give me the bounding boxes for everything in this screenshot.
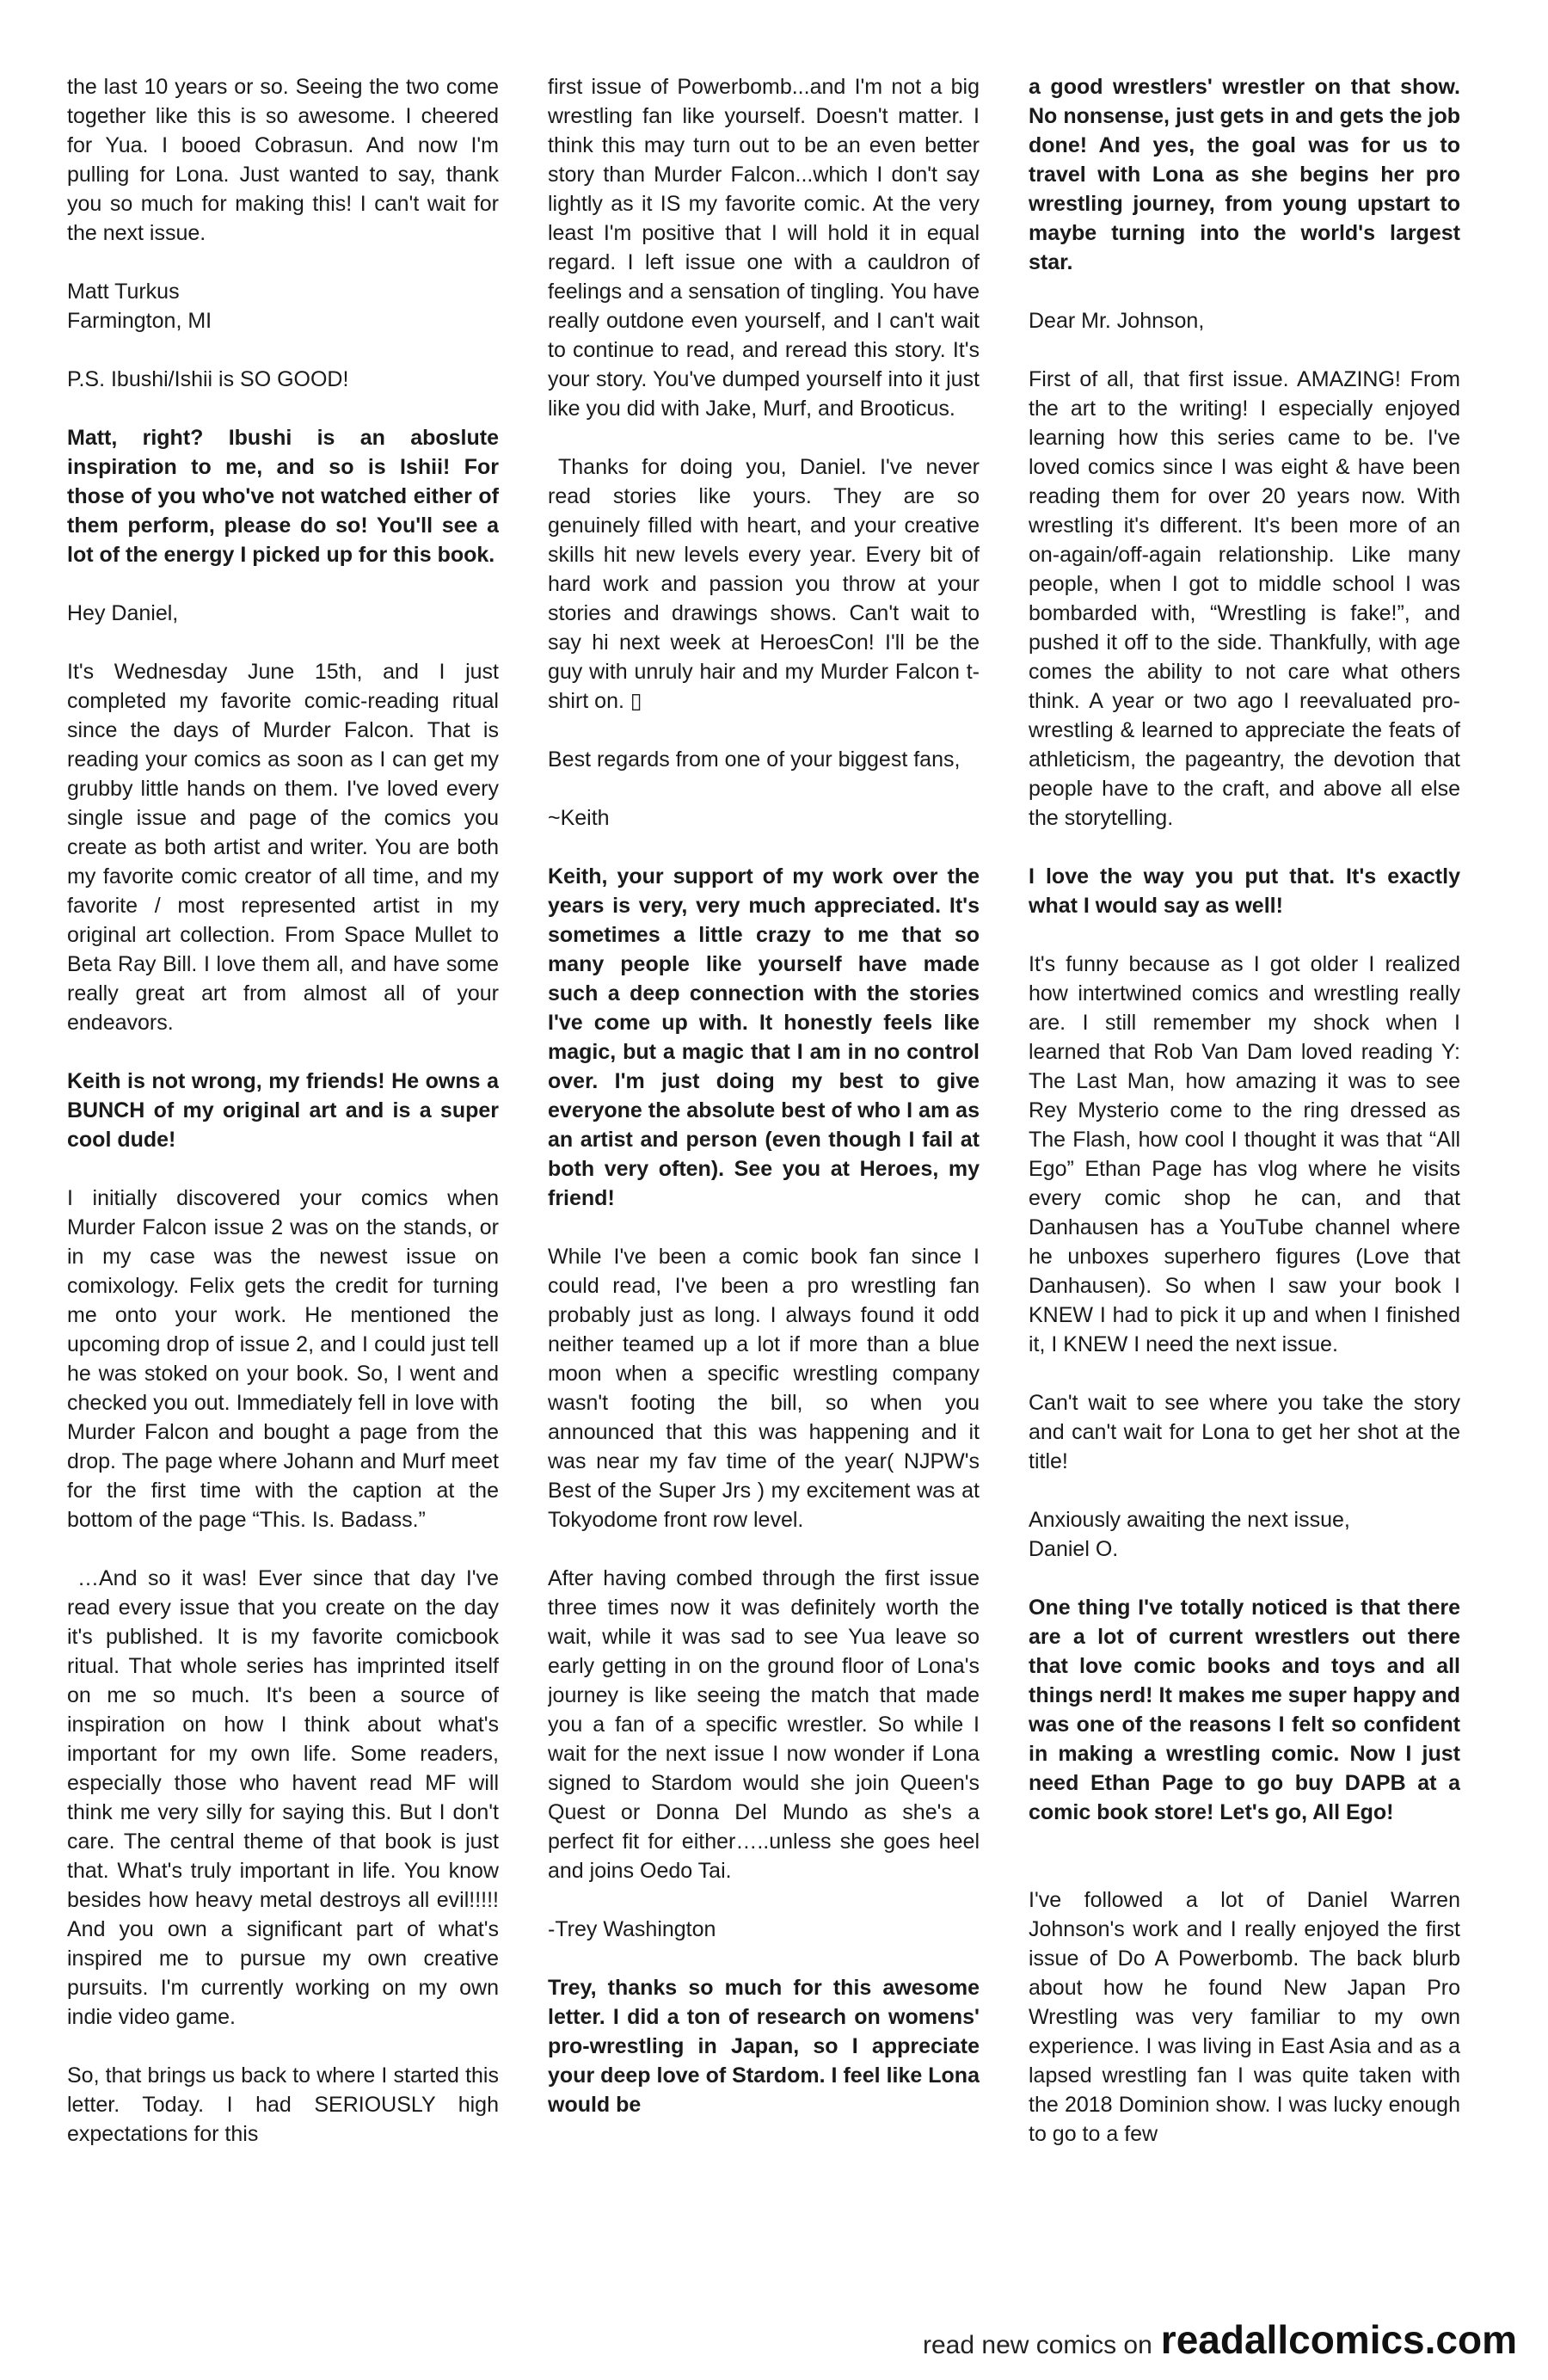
- signature-location: Farmington, MI: [67, 309, 212, 333]
- letter-paragraph: first issue of Powerbomb...and I'm not a big wrestling fan like yourself. Doesn't matter. I think this may turn out to be an even better story than Murder Falcon...which I don't say lightly as it IS my favorite comic. At the very least I'm positive that I will hold it in equal regard. I left issue one with a cauldron of feelings and a sensation of tingling. You have really outdone even yourself, and I can't wait to continue to read, and reread this story. It's your story. You've dumped yourself into it just like you did with Jake, Murf, and Brooticus.: [548, 75, 980, 421]
- editor-reply: Keith is not wrong, my friends! He owns a BUNCH of my original art and is a super cool dude!: [67, 1069, 499, 1152]
- column-1: [67, 72, 499, 2291]
- letter-paragraph: So, that brings us back to where I started this letter. Today. I had SERIOUSLY high expectations for this: [67, 2063, 499, 2146]
- letter-paragraph: I initially discovered your comics when Murder Falcon issue 2 was on the stands, or in my case was the newest issue on comixology. Felix gets the credit for turning me onto your work. He mentioned the upcoming drop of issue 2, and I could just tell he was stoked on your book. So, I went and checked you out. Immediately fell in love with Murder Falcon and bought a page from the drop. The page where Johann and Murf meet for the first time with the caption at the bottom of the page “This. Is. Badass.”: [67, 1186, 499, 1532]
- letters-page: [67, 72, 1460, 2291]
- editor-reply: Trey, thanks so much for this awesome letter. I did a ton of research on womens' pro-wrestling in Japan, so I appreciate your deep love of Stardom. I feel like Lona would be: [548, 1976, 980, 2117]
- letter-paragraph: Thanks for doing you, Daniel. I've never read stories like yours. They are so genuinely filled with heart, and your creative skills hit new levels every year. Every bit of hard work and passion you throw at your stories and drawings shows. Can't wait to say hi next week at HeroesCon! I'll be the guy with unruly hair and my Murder Falcon t-shirt on. ▯: [548, 455, 980, 713]
- letter-paragraph: I've followed a lot of Daniel Warren Johnson's work and I really enjoyed the first issue of Do A Powerbomb. The back blurb about how he found New Japan Pro Wrestling was very familiar to my own experience. I was living in East Asia and as a lapsed wrestling fan I was quite taken with the 2018 Dominion show. I was lucky enough to go to a few: [1029, 1888, 1460, 2146]
- letter-paragraph: It's funny because as I got older I realized how intertwined comics and wrestling really are. I still remember my shock when I learned that Rob Van Dam loved reading Y: The Last Man, how amazing it was to see Rey Mysterio come to the ring dressed as The Flash, how cool I thought it was that “All Ego” Ethan Page has vlog where he visits every comic shop he can, and that Danhausen has a YouTube channel where he unboxes superhero figures (Love that Danhausen). So when I saw your book I KNEW I had to pick it up and when I finished it, I KNEW I need the next issue.: [1029, 952, 1460, 1356]
- editor-reply: I love the way you put that. It's exactly what I would say as well!: [1029, 864, 1460, 918]
- letter-paragraph: After having combed through the first issue three times now it was definitely worth the wait, while it was sad to see Yua leave so early getting in on the ground floor of Lona's journey is like seeing the match that made you a fan of a specific wrestler. So while I wait for the next issue I now wonder if Lona signed to Stardom would she join Queen's Quest or Donna Del Mundo as she's a perfect fit for either…..unless she goes heel and joins Oedo Tai.: [548, 1566, 980, 1883]
- letter-closing: Anxiously awaiting the next issue,: [1029, 1508, 1350, 1532]
- footer-watermark: [923, 2316, 1517, 2363]
- letter-paragraph: …And so it was! Ever since that day I've read every issue that you create on the day it's published. It is my favorite comicbook ritual. That whole series has imprinted itself on me so much. It's been a source of inspiration on how I think about what's important for my own life. Some readers, especially those who havent read MF will think me very silly for saying this. But I don't care. The central theme of that book is just that. What's truly important in life. You know besides how heavy metal destroys all evil!!!!! And you own a significant part of what's inspired me to pursue my own creative pursuits. I'm currently working on my own indie video game.: [67, 1566, 499, 2029]
- letter-paragraph: While I've been a comic book fan since I could read, I've been a pro wrestling fan probably just as long. I always found it odd neither teamed up a lot if more than a blue moon when a specific wrestling company wasn't footing the bill, so when you announced that this was happening and it was near my fav time of the year( NJPW's Best of the Super Jrs ) my excitement was at Tokyodome front row level.: [548, 1245, 980, 1532]
- footer-site-link[interactable]: readallcomics.com: [1160, 2317, 1517, 2362]
- signature-name: ~Keith: [548, 806, 610, 830]
- editor-reply: Matt, right? Ibushi is an aboslute inspiration to me, and so is Ishii! For those of you who've not watched either of them perform, please do so! You'll see a lot of the energy I picked up for this book.: [67, 426, 499, 567]
- footer-prefix: read new comics on: [923, 2331, 1152, 2359]
- letter-salutation: Dear Mr. Johnson,: [1029, 309, 1205, 333]
- column-3: [1029, 72, 1460, 2291]
- letter-paragraph: Can't wait to see where you take the story and can't wait for Lona to get her shot at the title!: [1029, 1391, 1460, 1473]
- column-2: [548, 72, 980, 2291]
- editor-reply: a good wrestlers' wrestler on that show. No nonsense, just gets in and gets the job done! And yes, the goal was for us to travel with Lona as she begins her pro wrestling journey, from young upstart to maybe turning into the world's largest star.: [1029, 75, 1460, 274]
- editor-reply: One thing I've totally noticed is that there are a lot of current wrestlers out there that love comic books and toys and all things nerd! It makes me super happy and was one of the reasons I felt so confident in making a wrestling comic. Now I just need Ethan Page to go buy DAPB at a comic book store! Let's go, All Ego!: [1029, 1596, 1460, 1824]
- letter-paragraph: It's Wednesday June 15th, and I just completed my favorite comic-reading ritual since the days of Murder Falcon. That is reading your comics as soon as I can get my grubby little hands on them. I've loved every single issue and page of the comics you create as both artist and writer. You are both my favorite comic creator of all time, and my favorite / most represented artist in my original art collection. From Space Mullet to Beta Ray Bill. I love them all, and have some really great art from almost all of your endeavors.: [67, 660, 499, 1035]
- letter-paragraph: the last 10 years or so. Seeing the two come together like this is so awesome. I cheered for Yua. I booed Cobrasun. And now I'm pulling for Lona. Just wanted to say, thank you so much for making this! I can't wait for the next issue.: [67, 75, 499, 245]
- letter-closing: Best regards from one of your biggest fans,: [548, 747, 961, 772]
- letter-paragraph: P.S. Ibushi/Ishii is SO GOOD!: [67, 367, 349, 391]
- letter-paragraph: First of all, that first issue. AMAZING! From the art to the writing! I especially enjoyed learning how this series came to be. I've loved comics since I was eight & have been reading them for over 20 years now. With wrestling it's different. It's been more of an on-again/off-again relationship. Like many people, when I got to middle school I was bombarded with, “Wrestling is fake!”, and pushed it off to the side. Thankfully, with age comes the ability to not care what others think. A year or two ago I reevaluated pro-wrestling & learned to appreciate the feats of athleticism, the pageantry, the devotion that people have to the craft, and above all else the storytelling.: [1029, 367, 1460, 830]
- signature-name: Matt Turkus: [67, 280, 180, 304]
- signature-name: -Trey Washington: [548, 1917, 716, 1941]
- editor-reply: Keith, your support of my work over the years is very, very much appreciated. It's sometimes a little crazy to me that so many people like yourself have made such a deep connection with the stories I've come up with. It honestly feels like magic, but a magic that I am in no control over. I'm just doing my best to give everyone the absolute best of who I am as an artist and person (even though I fail at both very often). See you at Heroes, my friend!: [548, 864, 980, 1210]
- signature-name: Daniel O.: [1029, 1537, 1119, 1561]
- letter-salutation: Hey Daniel,: [67, 601, 179, 625]
